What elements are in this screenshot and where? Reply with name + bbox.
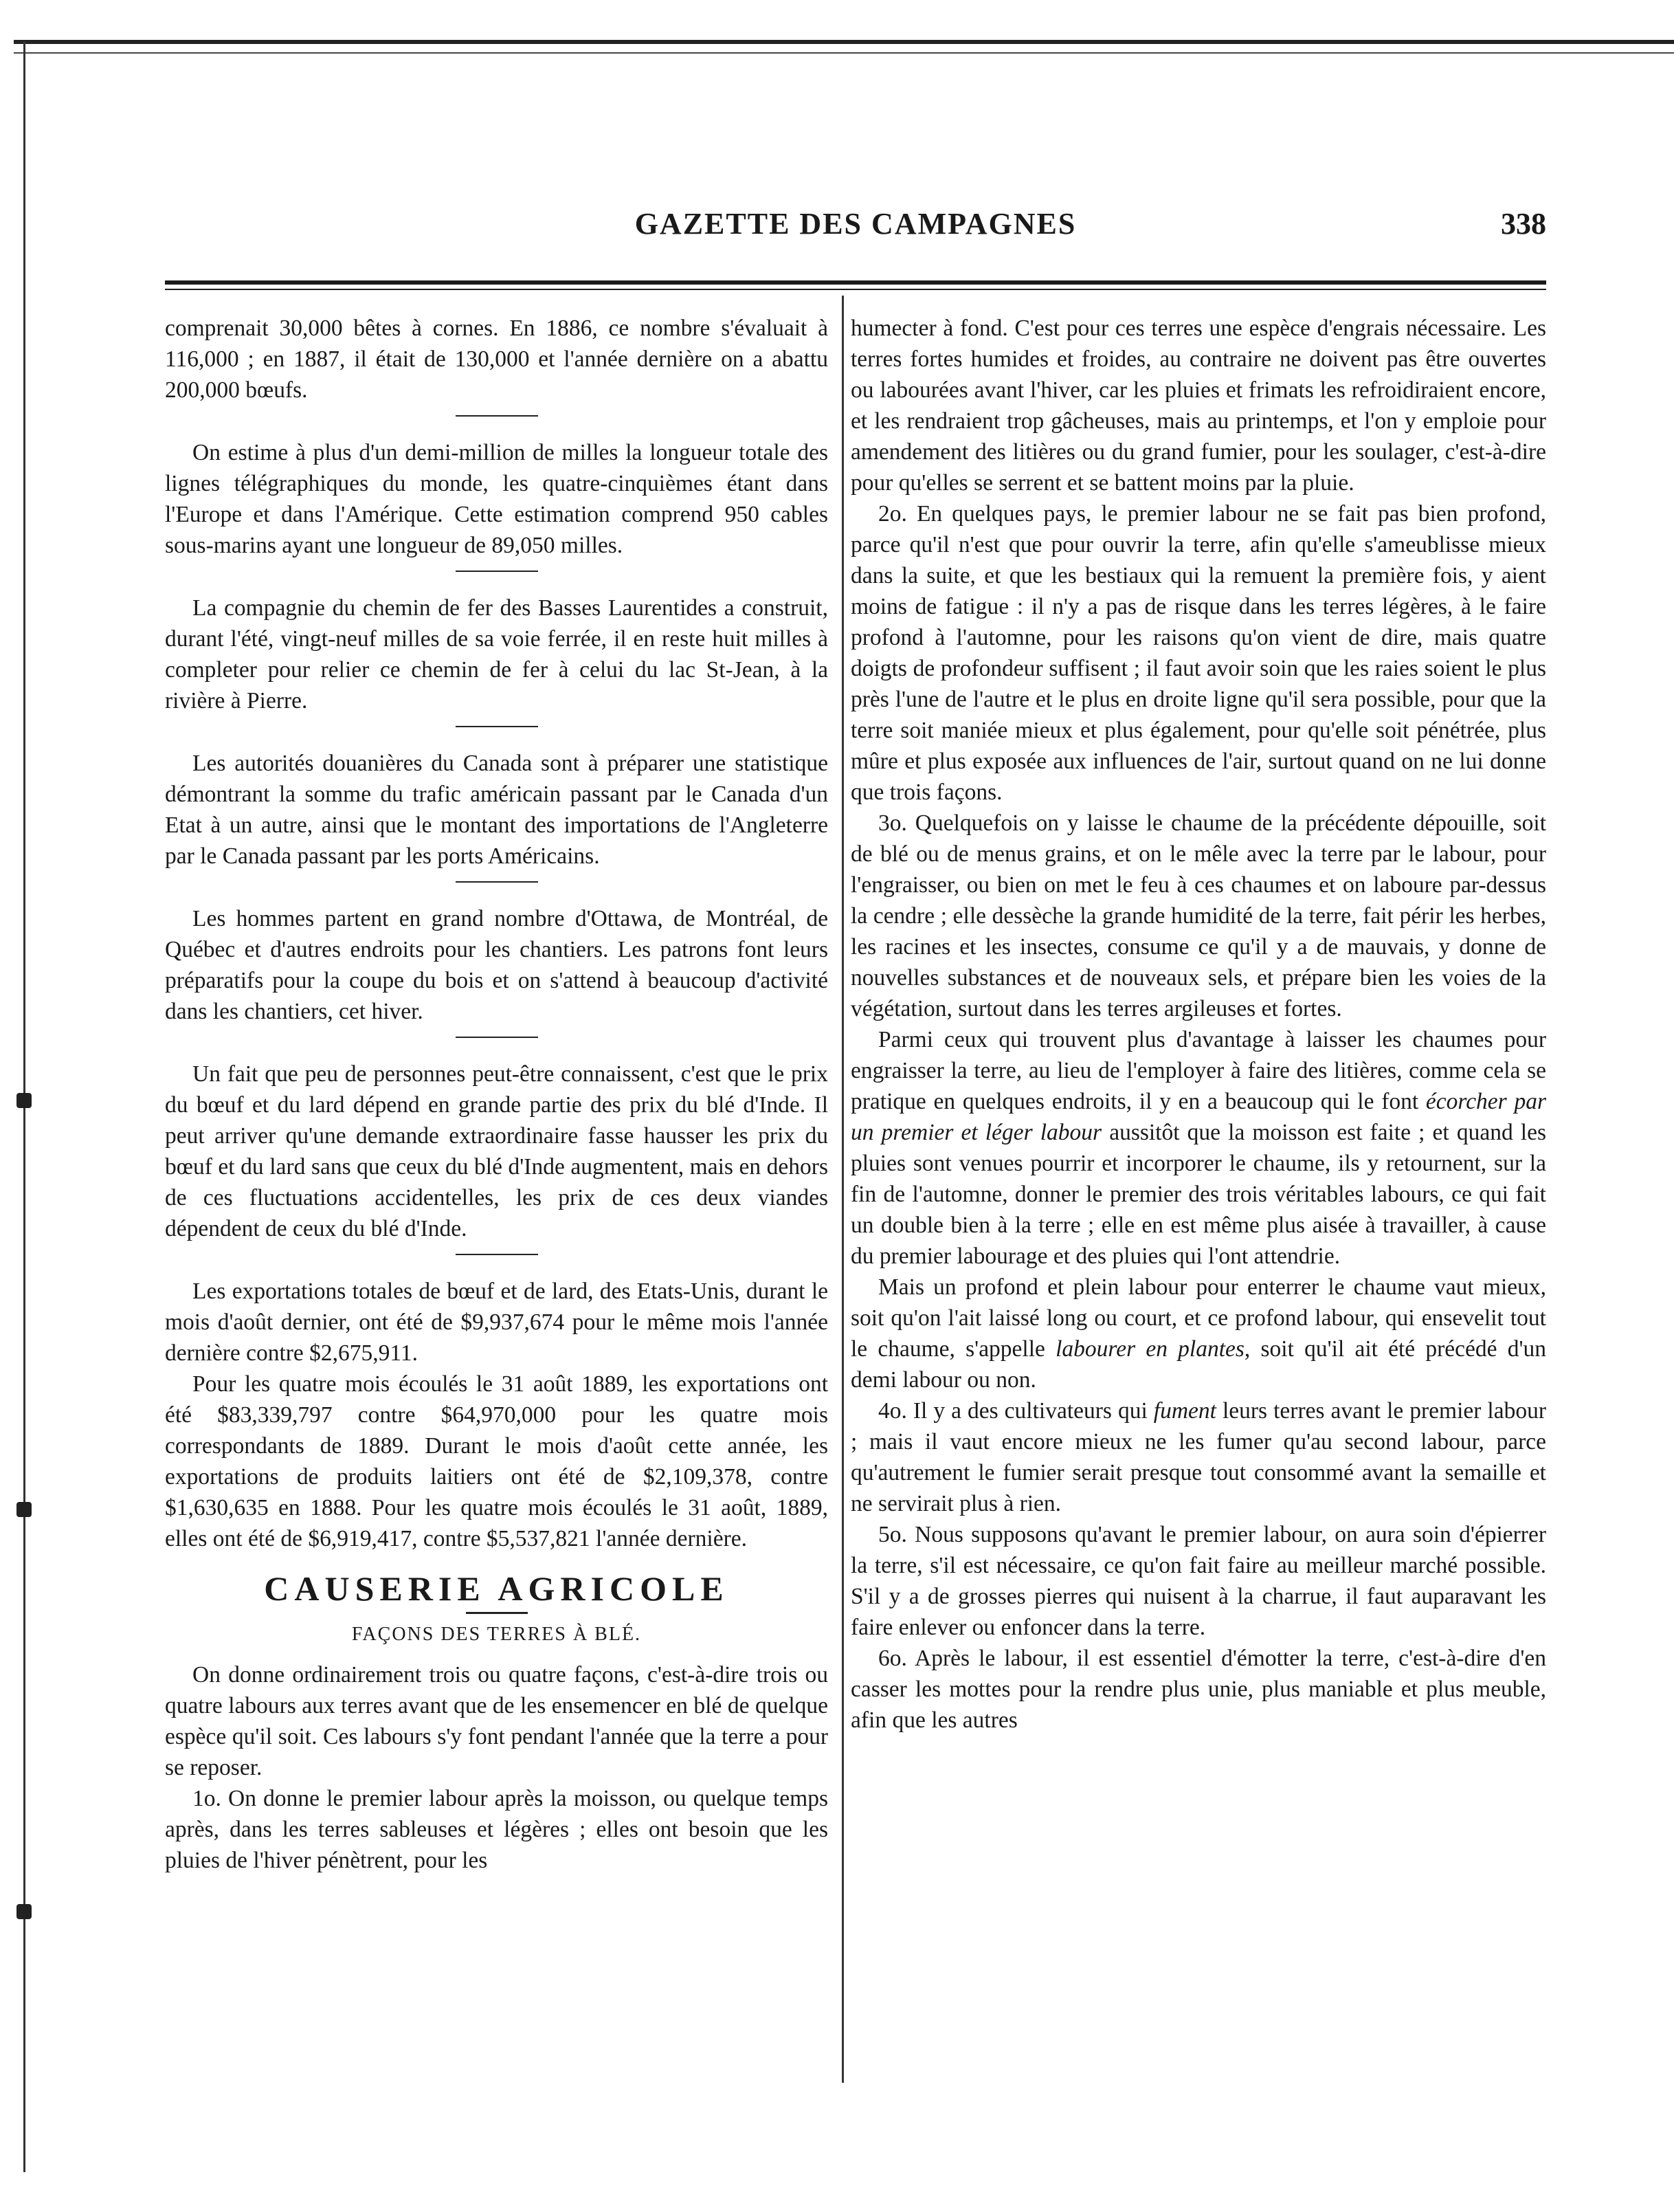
paragraph: 1o. On donne le premier labour après la moisson, ou quelque temps après, dans les terres sableuses et légères ; elles ont besoin que les pluies de l'hiver pénètrent, pour les [165, 1786, 828, 1873]
section-subtitle: FAÇONS DES TERRES À BLÉ. [351, 1624, 642, 1645]
page-number: 338 [1501, 207, 1546, 241]
left-column [165, 313, 828, 1876]
running-title: GAZETTE DES CAMPAGNES [634, 207, 1077, 241]
text-run: , soit qu'il ait été précédé d'un demi labour ou non. [851, 1336, 1546, 1393]
text-run: leurs terres avant le premier labour ; mais il vaut encore mieux ne les fumer qu'au second labour, parce qu'autrement le fumier serait presque tout consommé avant la semaille et ne servirait plus à rien. [851, 1398, 1547, 1516]
text-run: Mais un profond et plein labour pour enterrer le chaume vaut mieux, soit qu'on l'ait laissé long ou court, et ce profond labour, qui ensevelit tout le chaume, s'appelle [851, 1274, 1546, 1362]
paragraph: comprenait 30,000 bêtes à cornes. En 1886, ce nombre s'évaluait à 116,000 ; en 1887, il était de 130,000 et l'année dernière on a abattu 200,000 bœufs. [165, 316, 828, 403]
paragraph: On donne ordinairement trois ou quatre façons, c'est-à-dire trois ou quatre labours aux terres avant que de les ensemencer en blé de quelque espèce qu'il soit. Ces labours s'y font pendant l'année que la terre a pour se reposer. [165, 1662, 828, 1780]
text-run: 4o. Il y a des cultivateurs qui [878, 1398, 1154, 1424]
paragraph [851, 1024, 1546, 1272]
top-border-rule [14, 40, 1674, 44]
italic-text: fument [1153, 1398, 1216, 1424]
section-title: CAUSERIE AGRICOLE [264, 1569, 729, 1608]
paragraph: humecter à fond. C'est pour ces terres une espèce d'engrais nécessaire. Les terres fortes humides et froides, au contraire ne doivent pas être ouvertes ou labourées avant l'hiver, car les pluies et frimats les refroidiraient encore, et les rendraient trop gâcheuses, mais au printemps, et l'on y emploie pour amendement des litières ou du grand fumier, pour les soulager, c'est-à-dire pour qu'elles se serrent et se battent moins par la pluie. [851, 316, 1546, 496]
paragraph [851, 1272, 1546, 1395]
page-header [165, 206, 1546, 261]
paragraph: La compagnie du chemin de fer des Basses Laurentides a construit, durant l'été, vingt-neuf milles de sa voie ferrée, il en reste huit milles à completer pour relier ce chemin de fer à celui du lac St-Jean, à la rivière à Pierre. [165, 595, 828, 714]
paragraph: On estime à plus d'un demi-million de milles la longueur totale des lignes télégraphiques du monde, les quatre-cinquièmes étant dans l'Europe et dans l'Amérique. Cette estimation comprend 950 cables sous-marins ayant une longueur de 89,050 milles. [165, 440, 828, 558]
text-run: aussitôt que la moisson est faite ; et quand les pluies sont venues pourrir et incorporer le chaume, ils y retournent, sur la fin de l'automne, donner le premier des trois véritables labours, ce qui fait un double bien à la terre ; elle en est même plus aisée à travailler, à cause du premier labourage et des pluies qui l'ont attendrie. [851, 1120, 1547, 1269]
separator-rule [456, 415, 538, 417]
title-rule [466, 1612, 528, 1614]
paragraph: Un fait que peu de personnes peut-être connaissent, c'est que le prix du bœuf et du lard dépend en grande partie des prix du blé d'Inde. Il peut arriver qu'une demande extraordinaire fasse hausser les prix du bœuf et du lard sans que ceux du blé d'Inde augmentent, mais en dehors de ces fluctuations accidentelles, les prix de ces deux viandes dépendent de ceux du blé d'Inde. [165, 1061, 828, 1241]
text-run: Parmi ceux qui trouvent plus d'avantage à laisser les chaumes pour engraisser la terre, au lieu de l'employer à faire des litières, comme cela se pratique en quelques endroits, il y en a beaucoup qui le font [851, 1027, 1546, 1114]
paragraph: Pour les quatre mois écoulés le 31 août 1889, les exportations ont été $83,339,797 contre $64,970,000 pour les quatre mois correspondants de 1889. Durant le mois d'août cette année, les exportations de produits laitiers ont été de $2,109,378, contre $1,630,635 en 1888. Pour les quatre mois écoulés le 31 août, 1889, elles ont été de $6,919,417, contre $5,537,821 l'année dernière. [165, 1371, 828, 1551]
separator-rule [456, 571, 538, 572]
separator-rule [456, 881, 538, 883]
separator-rule [456, 726, 538, 727]
binding-mark [16, 1502, 32, 1517]
separator-rule [456, 1254, 538, 1255]
column-divider [842, 296, 844, 2083]
header-rule-thick [165, 280, 1546, 285]
paragraph: Les hommes partent en grand nombre d'Ottawa, de Montréal, de Québec et d'autres endroits pour les chantiers. Les patrons font leurs préparatifs pour la coupe du bois et on s'attend à beaucoup d'activité dans les chantiers, cet hiver. [165, 906, 828, 1024]
paragraph [851, 1395, 1546, 1519]
paragraph: Les autorités douanières du Canada sont à préparer une statistique démontrant la somme du trafic américain passant par le Canada d'un Etat à un autre, ainsi que le montant des importations de l'Angleterre par le Canada passant par les ports Américains. [165, 751, 828, 869]
top-border-thin-rule [14, 52, 1674, 54]
binding-mark [16, 1904, 32, 1919]
paragraph: 6o. Après le labour, il est essentiel d'émotter la terre, c'est-à-dire d'en casser les mottes pour la rendre plus unie, plus maniable et plus meuble, afin que les autres [851, 1646, 1546, 1733]
right-column [851, 313, 1546, 1736]
paragraph: 2o. En quelques pays, le premier labour ne se fait pas bien profond, parce qu'il n'est que pour ouvrir la terre, afin qu'elle s'ameublisse mieux dans la suite, et que les bestiaux qui la remuent la première fois, y aient moins de fatigue : il n'y a pas de risque dans les terres légères, à le faire profond à l'automne, pour les raisons qu'on vient de dire, mais quatre doigts de profondeur suffisent ; il faut avoir soin que les raies soient le plus près l'une de l'autre et le plus en droite ligne qu'il sera possible, pour que la terre soit maniée mieux et plus également, pour qu'elle soit pénétrée, plus mûre et plus exposée aux influences de l'air, surtout quand on ne lui donne que trois façons. [851, 501, 1546, 805]
header-rule-thin [165, 289, 1546, 290]
binding-mark [16, 1093, 32, 1108]
paragraph: Les exportations totales de bœuf et de lard, des Etats-Unis, durant le mois d'août dernier, ont été de $9,937,674 pour le même mois l'année dernière contre $2,675,911. [165, 1279, 828, 1366]
italic-text: labourer en plantes [1056, 1336, 1245, 1362]
paragraph: 3o. Quelquefois on y laisse le chaume de la précédente dépouille, soit de blé ou de menus grains, et on le mêle avec la terre par le labour, pour l'engraisser, ou bien on met le feu à ces chaumes et on laboure par-dessus la cendre ; elle dessèche la grande humidité de la terre, fait périr les herbes, les racines et les insectes, consume ce qu'il y a de mauvais, y donne de nouvelles substances et de nouveaux sels, et prépare bien les voies de la végétation, surtout dans les terres argileuses et fortes. [851, 810, 1546, 1021]
separator-rule [456, 1037, 538, 1038]
italic-text: écorcher par un premier et léger labour [851, 1089, 1546, 1145]
paragraph: 5o. Nous supposons qu'avant le premier labour, on aura soin d'épierrer la terre, s'il est nécessaire, ce qu'on fait faire au meilleur marché possible. S'il y a de grosses pierres qui nuisent à la charrue, il faut auparavant les faire enlever ou enfoncer dans la terre. [851, 1522, 1546, 1640]
